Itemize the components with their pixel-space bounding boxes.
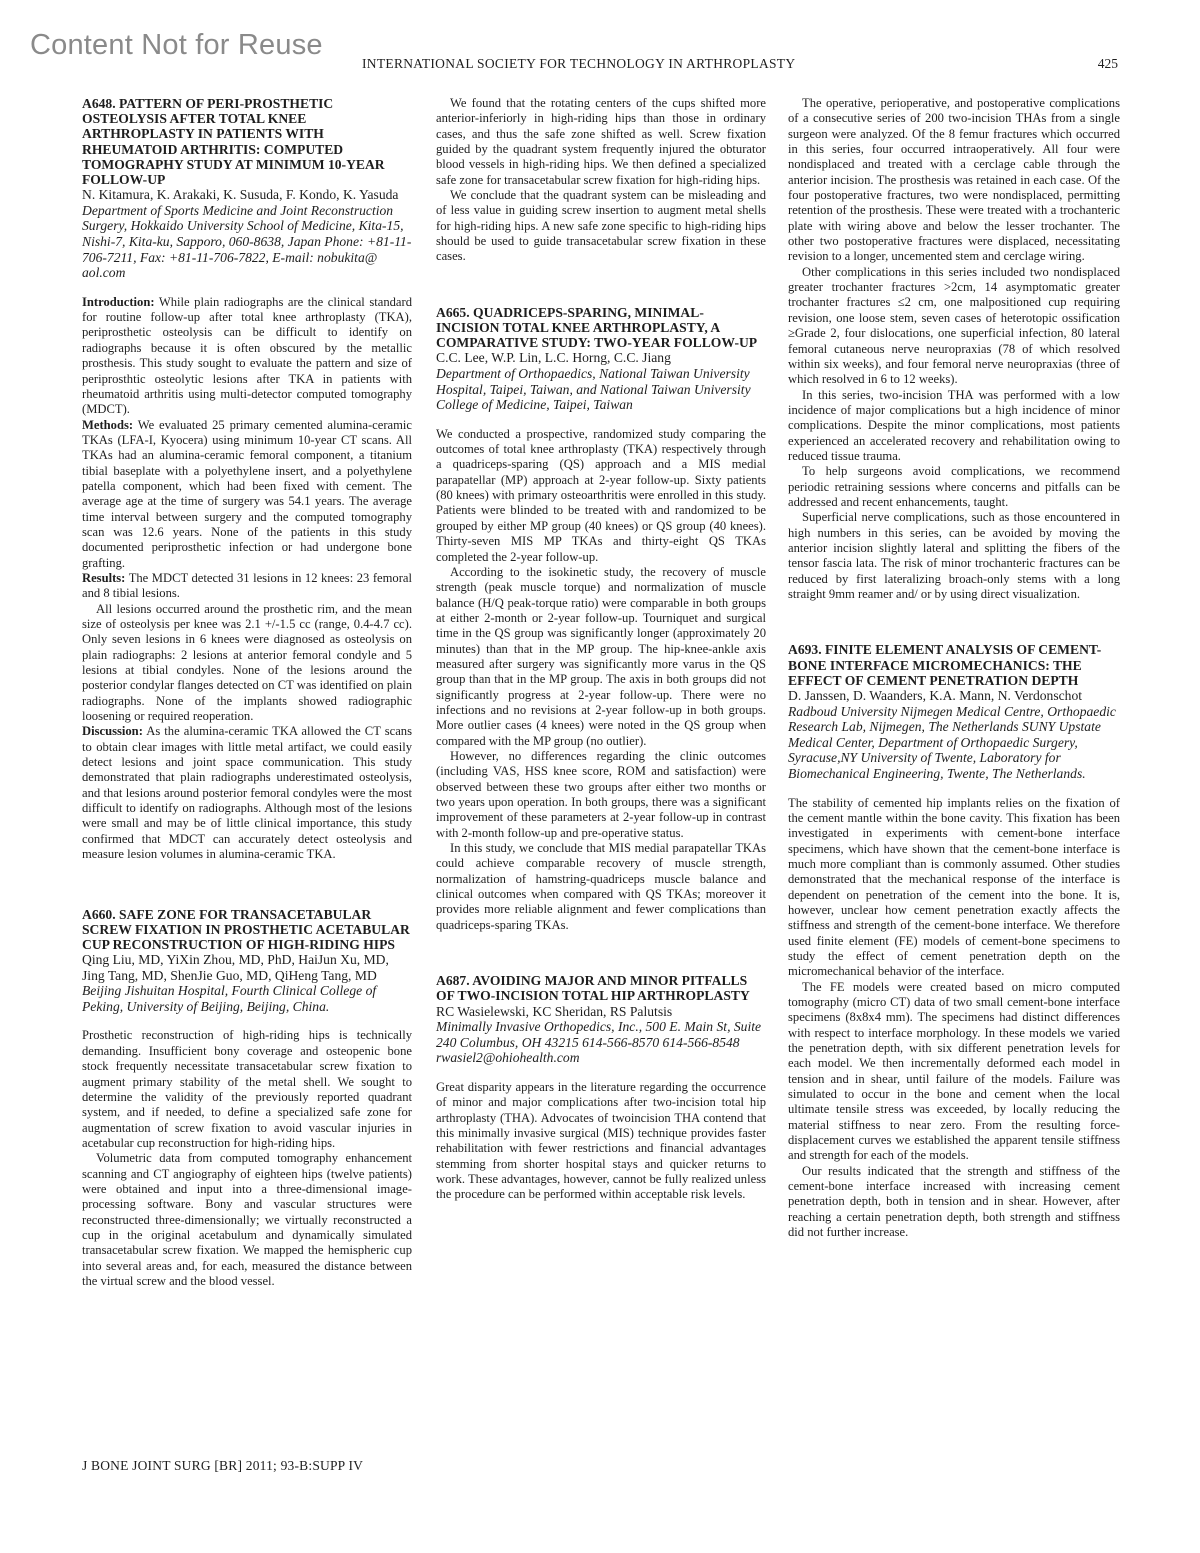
abstract-a648 — [82, 96, 412, 863]
abstract-title: A648. PATTERN OF PERI-PROSTHETIC OSTEOLYSIS AFTER TOTAL KNEE ARTHROPLASTY IN PATIENTS WITH RHEUMATOID ARTHRITIS: COMPUTED TOMOGRAPHY STUDY AT MINIMUM 10-YEAR FOLLOW-UP — [82, 96, 385, 188]
discussion-paragraph — [82, 724, 412, 862]
body-paragraph: Volumetric data from computed tomography enhancement scanning and CT angiography of eighteen hips (twelve patients) were obtained and input into a three-dimensional image-processing software. Bony and vascular structures were reconstructed three-dimensionally; we virtually reconstructed a cup in the original acetabulum and dynamically simulated transacetabular screw fixation. We mapped the hemispheric cup into several areas and, for each, measured the distance between the virtual screw and the blood vessel. — [82, 1151, 412, 1288]
abstract-a665 — [436, 305, 766, 933]
section-label: Results: — [82, 570, 126, 585]
body-paragraph: The stability of cemented hip implants relies on the fixation of the cement mantle within the bone cavity. This fixation has been investigated in experiments with cement-bone interface specimens, which have shown that the cement-bone interface is much more compliant than is commonly assumed. Other studies demonstrated that the mechanical response of the interface is dependent on penetration of the cement into the bone. It is, however, unclear how cement penetration exactly affects the stiffness and strength of the cement-bone interface. We therefore used finite element (FE) models of cement-bone specimens to study the effect of cement penetration depth on the micromechanical behavior of the interface. — [788, 795, 1120, 979]
abstract-affiliation: Department of Sports Medicine and Joint Reconstruction Surgery, Hokkaido University School of Medicine, Kita-15, Nishi-7, Kita-ku, Sapporo, 060-8638, Japan Phone: +81-11-706-7211, Fax: +81-11-706-7822, E-mail: nobukita@ aol.com — [82, 202, 412, 281]
page-number: 425 — [1097, 56, 1118, 71]
watermark: Content Not for Reuse — [30, 29, 323, 61]
body-paragraph: The operative, perioperative, and postoperative complications of a consecutive series of 200 two-incision THAs from a single surgeon were analyzed. Of the 8 femur fractures which occurred in this series, four occurred intraoperatively. All four were nondisplaced and treated with a cerclage cable through the anterior incision. The prosthesis was retained in each case. Of the four postoperative fractures, two were nondisplaced, permitting retention of the prosthesis. These were treated with a trochanteric plate with wiring above and below the lesser trochanter. The other two postoperative fractures were displaced, necessitating revision to a longer, uncemented stem and cerclage wiring. — [788, 96, 1120, 264]
body-paragraph: Superficial nerve complications, such as those encountered in high numbers in this series, can be avoided by moving the anterior incision slightly lateral and splitting the fibers of the tensor fascia lata. The risk of minor trochanteric fractures can be reduced by first lateralizing broach-only stems with a long straight 9mm reamer and/ or by using direct visualization. — [788, 510, 1120, 601]
body-paragraph: We found that the rotating centers of the cups shifted more anterior-inferiorly in high-riding hips than those in ordinary cases, and thus the safe zone shifted as well. Screw fixation guided by the quadrant system frequently injured the obturator blood vessels in high-riding hips. We then defined a specialized safe zone for transacetabular screw fixation for high-riding hips. — [436, 96, 766, 187]
paragraph-text: While plain radiographs are the clinical standard for routine follow-up after total knee arthroplasty (TKA), periprosthetic osteolysis can be difficult to identify on radiographs because it is often obscured by the metallic prosthesis. This study sought to evaluate the pattern and size of periprosthtic osteolytic lesions after TKA in patients with rheumatoid arthritis using multi-detector computed tomography (MDCT). — [82, 294, 412, 417]
results-paragraph — [82, 571, 412, 602]
abstract-authors: C.C. Lee, W.P. Lin, L.C. Horng, C.C. Jiang — [436, 350, 671, 366]
abstract-title: A687. AVOIDING MAJOR AND MINOR PITFALLS OF TWO-INCISION TOTAL HIP ARTHROPLASTY — [436, 973, 750, 1004]
abstract-affiliation: Radboud University Nijmegen Medical Centre, Orthopaedic Research Lab, Nijmegen, The Netherlands SUNY Upstate Medical Center, Department of Orthopaedic Surgery, Syracuse,NY University of Twente, Laboratory for Biomechanical Engineering, Twente, The Netherlands. — [788, 703, 1116, 781]
methods-paragraph — [82, 418, 412, 571]
column-right — [788, 96, 1120, 1240]
results-paragraph-2: All lesions occurred around the prosthetic rim, and the mean size of osteolysis per knee was 2.1 +/-1.5 cc (range, 0.4-4.7 cc). Only seven lesions in 6 knees were diagnosed as osteolysis on plain radiographs: 2 lesions at anterior femoral condyle and 5 lesions at tibial condyles. None of the lesions around the posterior condylar flanges detected on CT was identified on plain radiographs. None of the implants showed radiographic loosening or required reoperation. — [82, 601, 412, 724]
abstract-authors: RC Wasielewski, KC Sheridan, RS Palutsis — [436, 1003, 673, 1019]
paragraph-text: We evaluated 25 primary cemented alumina-ceramic TKAs (LFA-I, Kyocera) using minimum 10-year CT scans. All TKAs had an alumina-ceramic femoral component, a titanium tibial baseplate with a polyethylene insert, and a polyethylene patella component, which had been fixed with cement. The average age at the time of surgery was 54.1 years. The average time interval between surgery and the computed tomography scan was 12.6 years. None of the patients in this study documented periprosthetic infection or had undergone bone grafting. — [82, 417, 412, 570]
body-paragraph: Prosthetic reconstruction of high-riding hips is technically demanding. Insufficient bony coverage and osteopenic bone stock frequently necessitate transacetabular screw fixation to augment primary stability of the metal shell. We sought to determine the validity of the previously reported quadrant system, and if needed, to define a specialized safe zone for augmentation of screw fixation to avoid vascular injuries in acetabular cup reconstruction for high-riding hips. — [82, 1028, 412, 1150]
body-paragraph: We conducted a prospective, randomized study comparing the outcomes of total knee arthroplasty (TKA) respectively through a quadriceps-sparing (QS) approach and a MIS medial parapatellar (MP) approach at 2-year follow-up. Sixty patients (80 knees) with primary osteoarthritis were enrolled in this study. Patients were blinded to be treated with and randomized to be grouped by either MP group (40 knees) or QS group (40 knees). Thirty-seven MIS MP TKAs and thirty-eight QS TKAs completed the 2-year follow-up. — [436, 426, 766, 564]
body-paragraph: However, no differences regarding the clinic outcomes (including VAS, HSS knee score, ROM and satisfaction) were observed between these two groups after either two months or two years upon operation. In both groups, there was a significant improvement of these parameters at 2-year follow-up in contrast with 2-month follow-up and pre-operative status. — [436, 748, 766, 840]
abstract-affiliation: Department of Orthopaedics, National Taiwan University Hospital, Taipei, Taiwan, and National Taiwan University College of Medicine, Taipei, Taiwan — [436, 365, 751, 413]
body-paragraph: The FE models were created based on micro computed tomography (micro CT) data of two small cement-bone interface specimens (8x8x4 mm). The specimens had distinct differences with respect to interface morphology. In these models we varied the penetration depth, with six different penetration levels for each model. We then incrementally deformed each model in tension and in shear, until failure of the models. Failure was simulated to occur in the bone and cement when the local ultimate tensile stress was exceeded, by locally reducing the material stiffness to near zero. From the resulting force-displacement curves we established the apparent tensile stiffness and strength for each of the models. — [788, 979, 1120, 1163]
abstract-title: A665. QUADRICEPS-SPARING, MINIMAL-INCISION TOTAL KNEE ARTHROPLASTY, A COMPARATIVE STUDY: TWO-YEAR FOLLOW-UP — [436, 304, 758, 351]
abstract-affiliation: Minimally Invasive Orthopedics, Inc., 500 E. Main St, Suite 240 Columbus, OH 43215 614-566-8570 614-566-8548 rwasiel2@ohiohealth.com — [436, 1019, 762, 1066]
body-paragraph: In this study, we conclude that MIS medial parapatellar TKAs could achieve comparable recovery of muscle strength, normalization of hamstring-quadriceps muscle balance and clinical outcomes when compared with QS TKAs; moreover it provides more reliable alignment and fewer complications than quadriceps-sparing TKAs. — [436, 841, 766, 932]
body-paragraph: To help surgeons avoid complications, we recommend periodic retraining sessions where concerns and pitfalls can be addressed and recent enhancements, taught. — [788, 464, 1120, 509]
introduction-paragraph — [82, 295, 412, 418]
abstract-authors: N. Kitamura, K. Arakaki, K. Susuda, F. Kondo, K. Yasuda — [82, 187, 399, 203]
body-paragraph: Great disparity appears in the literature regarding the occurrence of minor and major complications after two-incision total hip arthroplasty (THA). Advocates of twoincision THA contend that this minimally invasive surgical (MIS) technique provides faster rehabilitation with fewer restrictions and financial advantages stemming from shorter hospital stays and quicker returns to work. These advantages, however, cannot be fully realized unless the procedure can be performed within acceptable risk levels. — [436, 1079, 766, 1202]
abstract-authors: Qing Liu, MD, YiXin Zhou, MD, PhD, HaiJun Xu, MD, Jing Tang, MD, ShenJie Guo, MD, QiHeng Tang, MD — [82, 952, 389, 983]
abstract-a693 — [788, 642, 1120, 1240]
body-paragraph: In this series, two-incision THA was performed with a low incidence of major complications but a high incidence of minor complications. Despite the minor complications, most patients experienced an accelerated recovery and rehabilitation owing to reduced tissue trauma. — [788, 387, 1120, 463]
abstract-authors: D. Janssen, D. Waanders, K.A. Mann, N. Verdonschot — [788, 687, 1083, 703]
abstract-title: A660. SAFE ZONE FOR TRANSACETABULAR SCREW FIXATION IN PROSTHETIC ACETABULAR CUP RECONSTRUCTION OF HIGH-RIDING HIPS — [82, 906, 410, 952]
paragraph-text: The MDCT detected 31 lesions in 12 knees: 23 femoral and 8 tibial lesions. — [82, 570, 412, 601]
abstract-a687 — [436, 973, 766, 1203]
paragraph-text: As the alumina-ceramic TKA allowed the CT scans to obtain clear images with little metal artifact, we could easily detect lesions and joint space communication. This study demonstrated that plain radiographs underestimated osteolysis, and that lesions around posterior femoral condyles were the most difficult to identify on radiographs. Although most of the lesions were small and may be of little clinical importance, this study confirmed that MDCT can accurately detect osteolysis and measure lesion volumes in alumina-ceramic TKA. — [82, 724, 412, 862]
body-paragraph: Our results indicated that the strength and stiffness of the cement-bone interface increased with increasing cement penetration depth, both in tension and in shear. However, after reaching a certain penetration depth, both strength and stiffness did not further increase. — [788, 1163, 1120, 1240]
abstract-affiliation: Beijing Jishuitan Hospital, Fourth Clinical College of Peking, University of Beijing, Beijing, China. — [82, 983, 377, 1014]
body-paragraph: We conclude that the quadrant system can be misleading and of less value in guiding screw insertion to augment metal shells for high-riding hips. A new safe zone specific to high-riding hips should be used to guide transacetabular screw fixation in these cases. — [436, 188, 766, 264]
section-label: Discussion: — [82, 724, 143, 739]
running-header: INTERNATIONAL SOCIETY FOR TECHNOLOGY IN ARTHROPLASTY — [362, 56, 796, 71]
column-left — [82, 96, 412, 1289]
section-label: Methods: — [82, 417, 134, 432]
journal-footer: J BONE JOINT SURG [BR] 2011; 93-B:SUPP IV — [82, 1458, 364, 1473]
section-label: Introduction: — [82, 294, 155, 309]
column-middle — [436, 96, 766, 1203]
body-paragraph: According to the isokinetic study, the recovery of muscle strength (peak muscle torque) and normalization of muscle balance (H/Q peak-torque ratio) were comparable in both groups at either 2-month or 2-year follow-up. Tourniquet and surgical time in the QS group was significantly longer (approximately 20 minutes) than that in the MP group. The hip-knee-ankle axis measured after surgery was significantly more varus in the QS group than that in the MP group. The axis in both groups did not significantly progress at 2-year follow-up. There were no infections and no revisions at 2-year follow-up in both groups. More outlier cases (4 knees) were noted in the QS group when compared with the MP group (no outlier). — [436, 564, 766, 748]
abstract-title: A693. FINITE ELEMENT ANALYSIS OF CEMENT-BONE INTERFACE MICROMECHANICS: THE EFFECT OF CEMENT PENETRATION DEPTH — [788, 642, 1102, 688]
abstract-a660 — [82, 907, 412, 1290]
body-paragraph: Other complications in this series included two nondisplaced greater trochanter fractures >2cm, 14 asymptomatic greater trochanter fractures ≤2 cm, one malpositioned cup requiring revision, one loose stem, seven cases of heterotopic ossification ≥Grade 2, four dislocations, one superficial infection, 80 lateral femoral cutaneous nerve neuropraxias (78 of which resolved within six weeks), and four femoral nerve neuropraxias (three of which resolved in 6 to 12 weeks). — [788, 264, 1120, 387]
